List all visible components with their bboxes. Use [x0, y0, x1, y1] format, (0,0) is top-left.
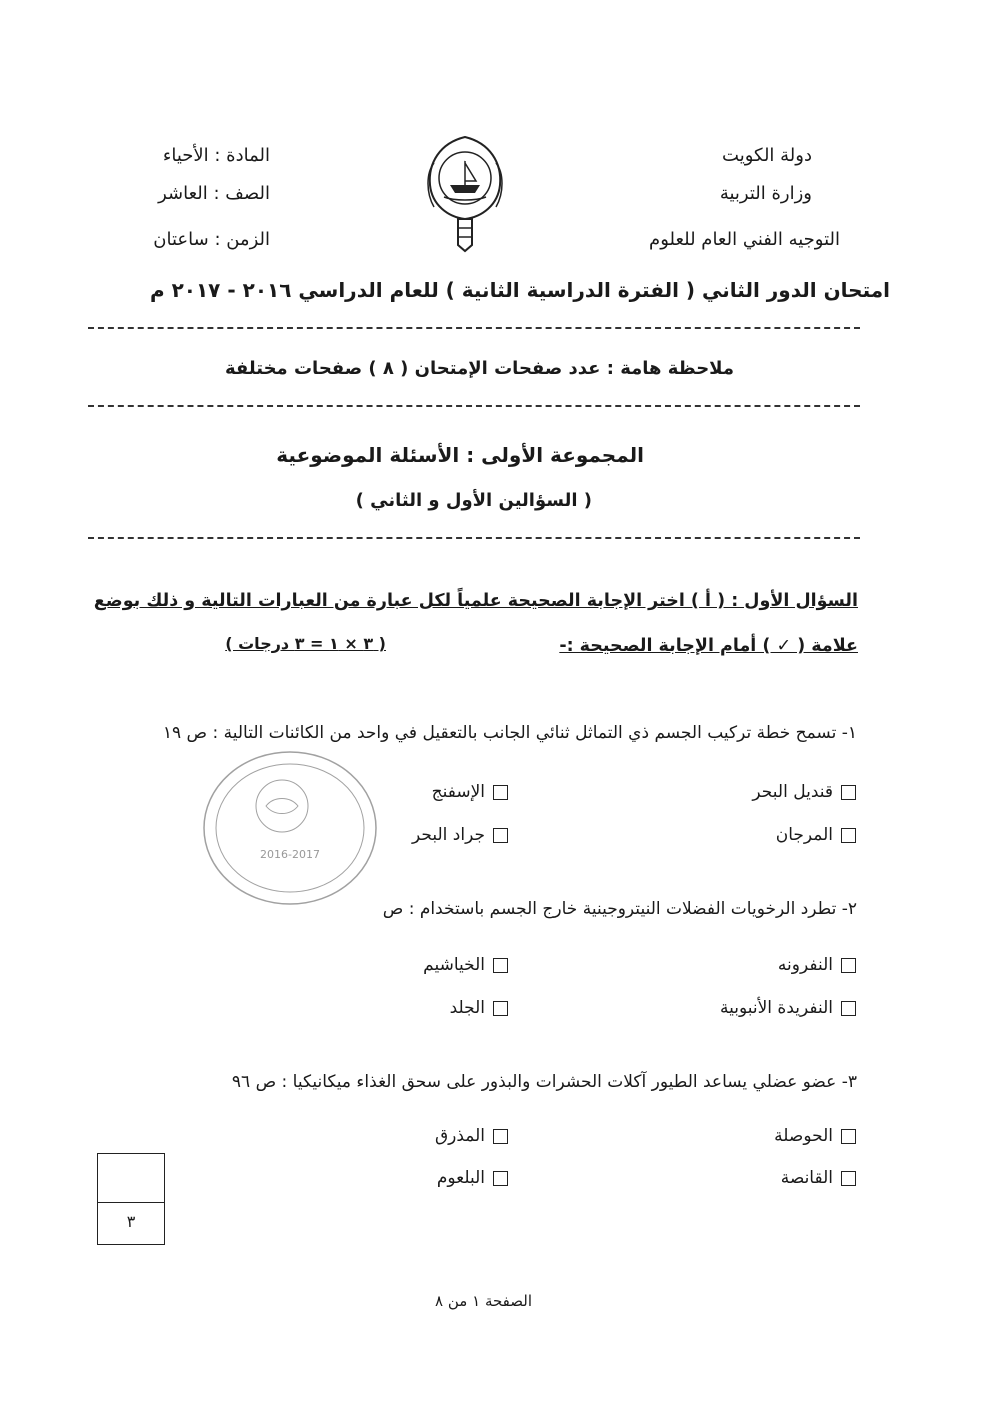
stamp-year: 2016-2017 [260, 848, 320, 861]
official-stamp [200, 748, 380, 908]
group-title: المجموعة الأولى : الأسئلة الموضوعية [276, 443, 644, 467]
option-pharynx[interactable]: البلعوم [437, 1168, 508, 1188]
checkbox[interactable] [493, 1001, 508, 1016]
checkbox[interactable] [493, 1129, 508, 1144]
divider [88, 537, 860, 539]
score-box [97, 1153, 165, 1245]
question1-marks: ( ٣ × ١ = ٣ درجات ) [225, 634, 386, 653]
option-nephron[interactable]: النفرونه [778, 955, 856, 975]
checkbox[interactable] [493, 1171, 508, 1186]
checkbox[interactable] [841, 1001, 856, 1016]
option-jellyfish[interactable]: قنديل البحر [752, 782, 856, 802]
option-sponge[interactable]: الإسفنج [432, 782, 508, 802]
checkbox[interactable] [841, 1171, 856, 1186]
important-note: ملاحظة هامة : عدد صفحات الإمتحان ( ٨ ) صفحات مختلفة [225, 358, 734, 379]
checkbox[interactable] [841, 785, 856, 800]
checkbox[interactable] [841, 1129, 856, 1144]
divider [88, 405, 860, 407]
option-nephridia[interactable]: النفريدة الأنبوبية [720, 998, 856, 1018]
checkbox[interactable] [841, 828, 856, 843]
header-grade: الصف : العاشر [158, 183, 270, 204]
option-coral[interactable]: المرجان [776, 825, 856, 845]
checkbox[interactable] [493, 958, 508, 973]
option-gizzard[interactable]: القانصة [781, 1168, 856, 1188]
question-stem: ١- تسمح خطة تركيب الجسم ذي التماثل ثنائي الجانب بالتعقيل في واحد من الكائنات التالية : ص ١٩ [162, 723, 857, 743]
option-cloaca[interactable]: المذرق [435, 1126, 508, 1146]
question-stem: ٢- تطرد الرخويات الفضلات النيتروجينية خارج الجسم باستخدام : ص [382, 899, 857, 919]
option-skin[interactable]: الجلد [450, 998, 508, 1018]
header-country: دولة الكويت [722, 145, 812, 166]
exam-title: امتحان الدور الثاني ( الفترة الدراسية الثانية ) للعام الدراسي ٢٠١٦ - ٢٠١٧ م [149, 278, 890, 302]
header-subject: المادة : الأحياء [162, 145, 270, 166]
divider [88, 327, 860, 329]
kuwait-emblem-icon [420, 133, 510, 253]
option-crop[interactable]: الحوصلة [774, 1126, 856, 1146]
header-ministry: وزارة التربية [719, 183, 812, 204]
header-time: الزمن : ساعتان [153, 229, 270, 250]
option-crayfish[interactable]: جراد البحر [412, 825, 508, 845]
checkbox[interactable] [493, 785, 508, 800]
question1-instruction: السؤال الأول : ( أ ) اختر الإجابة الصحيحة علمياً لكل عبارة من العبارات التالية و ذلك بوضع [93, 591, 858, 611]
option-gills[interactable]: الخياشيم [423, 955, 508, 975]
question1-instruction-cont: علامة ( ✓ ) أمام الإجابة الصحيحة :- [559, 636, 858, 656]
group-subtitle: ( السؤالين الأول و الثاني ) [355, 490, 592, 511]
checkbox[interactable] [493, 828, 508, 843]
header-department: التوجيه الفني العام للعلوم [649, 229, 840, 250]
page-number: الصفحة ١ من ٨ [435, 1292, 532, 1310]
checkbox[interactable] [841, 958, 856, 973]
question-stem: ٣- عضو عضلي يساعد الطيور آكلات الحشرات والبذور على سحق الغذاء ميكانيكيا : ص ٩٦ [231, 1072, 857, 1092]
score-value: ٣ [126, 1212, 136, 1231]
